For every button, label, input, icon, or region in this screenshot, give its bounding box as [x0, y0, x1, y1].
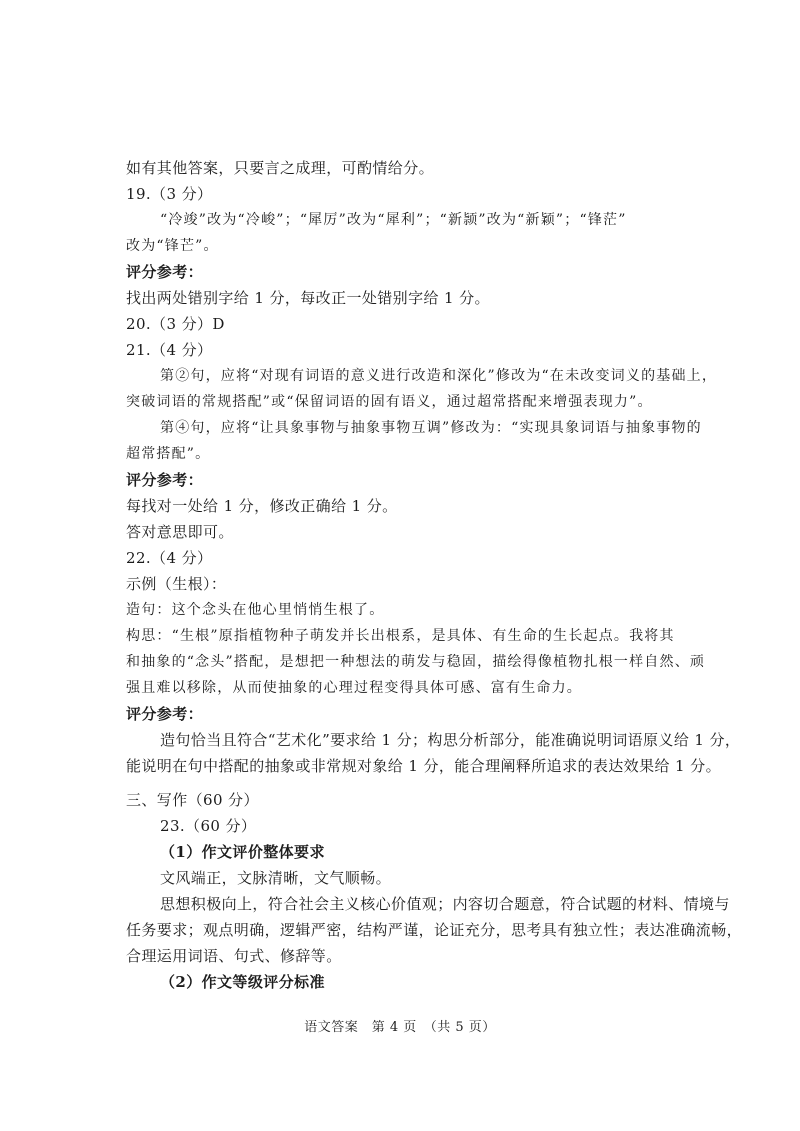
- text-line: 答对意思即可。: [126, 523, 234, 541]
- question-number: 23.（60 分）: [160, 817, 257, 835]
- question-number: 19.（3 分）: [126, 185, 213, 203]
- question-number: 20.（3 分）D: [126, 315, 225, 333]
- text-line: 能说明在句中搭配的抽象或非常规对象给 1 分，能合理阐释所追求的表达效果给 1 分。: [126, 757, 721, 775]
- question-number: 22.（4 分）: [126, 549, 213, 567]
- scoring-heading: 评分参考：: [126, 471, 204, 489]
- answer-text: 突破词语的常规搭配”或“保留词语的固有语义，通过超常搭配来增强表现力”。: [126, 394, 653, 410]
- answer-text: 造句：这个念头在他心里悄悄生根了。: [126, 602, 385, 618]
- text-line: 找出两处错别字给 1 分，每改正一处错别字给 1 分。: [126, 289, 490, 307]
- text-line: 如有其他答案，只要言之成理，可酌情给分。: [126, 159, 435, 177]
- answer-text: 改为“锋芒”。: [126, 238, 219, 254]
- text-line: 造句恰当且符合“艺术化”要求给 1 分；构思分析部分，能准确说明词语原义给 1 分，: [160, 731, 741, 749]
- answer-text: 强且难以移除，从而使抽象的心理过程变得具体可感、富有生命力。: [126, 680, 582, 696]
- scoring-heading: 评分参考：: [126, 705, 204, 723]
- subsection-heading: （2）作文等级评分标准: [160, 973, 325, 991]
- text-line: 每找对一处给 1 分，修改正确给 1 分。: [126, 497, 398, 515]
- answer-text: 超常搭配”。: [126, 446, 211, 462]
- text-line: 合理运用词语、句式、修辞等。: [126, 947, 342, 965]
- question-number: 21.（4 分）: [126, 341, 213, 359]
- answer-text: 第②句，应将“对现有词语的意义进行改造和深化”修改为“在未改变词义的基础上，: [160, 368, 718, 384]
- page-footer: 语文答案 第 4 页 （共 5 页）: [304, 1020, 496, 1035]
- subsection-heading: （1）作文评价整体要求: [160, 843, 325, 861]
- text-line: 任务要求；观点明确，逻辑严密，结构严谨，论证充分，思考具有独立性；表达准确流畅，: [126, 921, 743, 939]
- answer-text: 和抽象的“念头”搭配，是想把一种想法的萌发与稳固，描绘得像植物扎根一样自然、顽: [126, 654, 706, 670]
- scoring-heading: 评分参考：: [126, 263, 204, 281]
- text-line: 文风端正，文脉清晰，文气顺畅。: [160, 869, 392, 887]
- section-heading: 三、写作（60 分）: [126, 791, 259, 809]
- text-line: 示例（生根）：: [126, 575, 227, 593]
- answer-text: “冷竣”改为“冷峻”；“犀厉”改为“犀利”；“新颕”改为“新颖”；“锋茫”: [160, 212, 627, 228]
- answer-text: 构思：“生根”原指植物种子萌发并长出根系，是具体、有生命的生长起点。我将其: [126, 628, 675, 644]
- answer-text: 第④句，应将“让具象事物与抽象事物互调”修改为：“实现具象词语与抽象事物的: [160, 420, 702, 436]
- text-line: 思想积极向上，符合社会主义核心价值观；内容切合题意，符合试题的材料、情境与: [160, 895, 730, 913]
